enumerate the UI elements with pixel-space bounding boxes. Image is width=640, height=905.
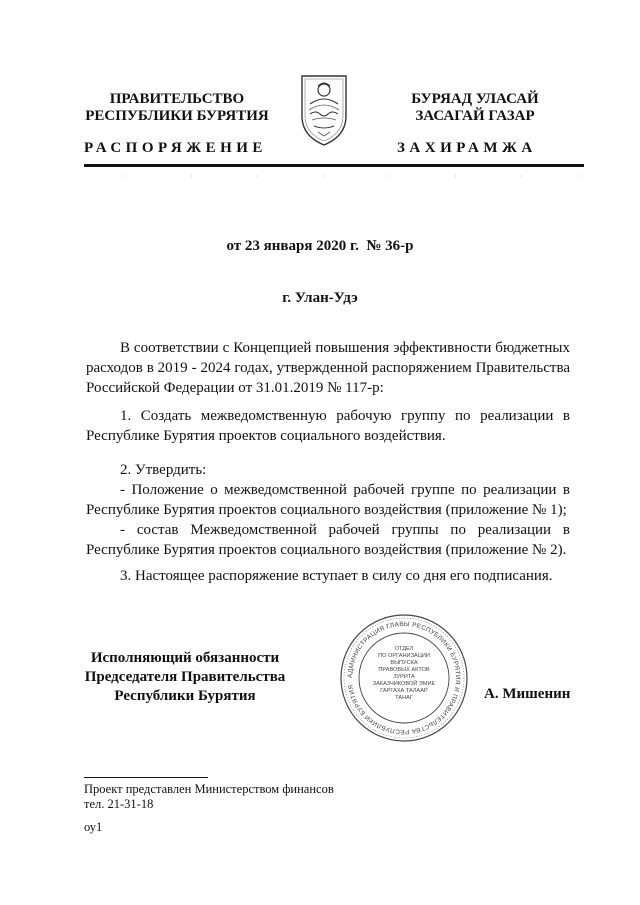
signatory-title-line-1: Исполняющий обязанности <box>90 650 280 666</box>
item-2-heading: 2. Утвердить: <box>120 462 207 478</box>
item-2-subitem-1: - Положение о межведомственной рабочей группе по реализации в Республике Бурятия проектов социального воздействия (приложение № 1); <box>86 482 570 518</box>
footer-divider <box>84 777 208 778</box>
header-left-line-1: ПРАВИТЕЛЬСТВО <box>109 91 245 107</box>
stamp-line-3: ВЫПУСКА <box>390 660 418 666</box>
footer-phone: тел. 21-31-18 <box>84 797 154 811</box>
stamp-line-6: ЗАКАЗЧИКОВОЙ ЭМИЕ <box>372 681 436 687</box>
document-city: г. Улан-Удэ <box>282 290 358 306</box>
stamp-line-8: ТАНАГ <box>395 695 413 701</box>
coat-of-arms-icon <box>296 70 352 148</box>
official-stamp <box>338 612 470 744</box>
stamp-line-7: ГАРГАХА ТАЛААР <box>380 688 428 694</box>
item-2-subitem-2: - состав Межведомственной рабочей группы по реализации в Республике Бурятия проектов социального воздействия (приложение № 2). <box>86 522 570 558</box>
signatory-title-line-3: Республики Бурятия <box>114 688 256 704</box>
footer-code: оу1 <box>84 820 103 834</box>
document-type-left: РАСПОРЯЖЕНИЕ <box>84 140 267 156</box>
item-1-text: 1. Создать межведомственную рабочую группу по реализации в Республике Бурятия проектов социального воздействия. <box>86 408 570 444</box>
header-left-block <box>72 91 282 125</box>
header-divider <box>84 164 584 167</box>
footer-note: Проект представлен Министерством финансов <box>84 782 334 796</box>
header-right-line-2: ЗАСАГАЙ ГАЗАР <box>415 108 535 124</box>
preamble <box>86 338 570 398</box>
stamp-line-5: ЗУРИТА <box>393 674 415 680</box>
item-3 <box>86 566 570 586</box>
document-type-right: ЗАХИРАМЖА <box>397 140 537 156</box>
stamp-line-4: ПРАВОВЫХ АКТОВ <box>378 667 430 673</box>
document-date-number: от 23 января 2020 г. № 36-р <box>226 238 414 254</box>
item-1 <box>86 406 570 446</box>
stamp-ring-text: АДМИНИСТРАЦИЯ ГЛАВЫ РЕСПУБЛИКИ БУРЯТИЯ И ПРАВИТЕЛЬСТВА РЕСПУБЛИКИ БУРЯТИЯ <box>346 620 462 736</box>
header-right-block <box>370 91 580 125</box>
signatory-name: А. Мишенин <box>484 686 571 702</box>
header-left-line-2: РЕСПУБЛИКИ БУРЯТИЯ <box>85 108 269 124</box>
stamp-line-2: ПО ОРГАНИЗАЦИИ <box>378 653 430 659</box>
item-3-text: 3. Настоящее распоряжение вступает в силу со дня его подписания. <box>120 568 553 584</box>
signatory-title <box>60 649 310 706</box>
header-right-line-1: БУРЯАД УЛАСАЙ <box>411 91 539 107</box>
item-2 <box>86 460 570 560</box>
signatory-title-line-2: Председателя Правительства <box>84 669 286 685</box>
preamble-text: В соответствии с Концепцией повышения эффективности бюджетных расходов в 2019 - 2024 годах, утвержденной распоряжением Правительства Российской Федерации от 31.01.2019 № 117-р: <box>86 340 570 396</box>
stamp-line-1: ОТДЕЛ <box>394 646 414 652</box>
